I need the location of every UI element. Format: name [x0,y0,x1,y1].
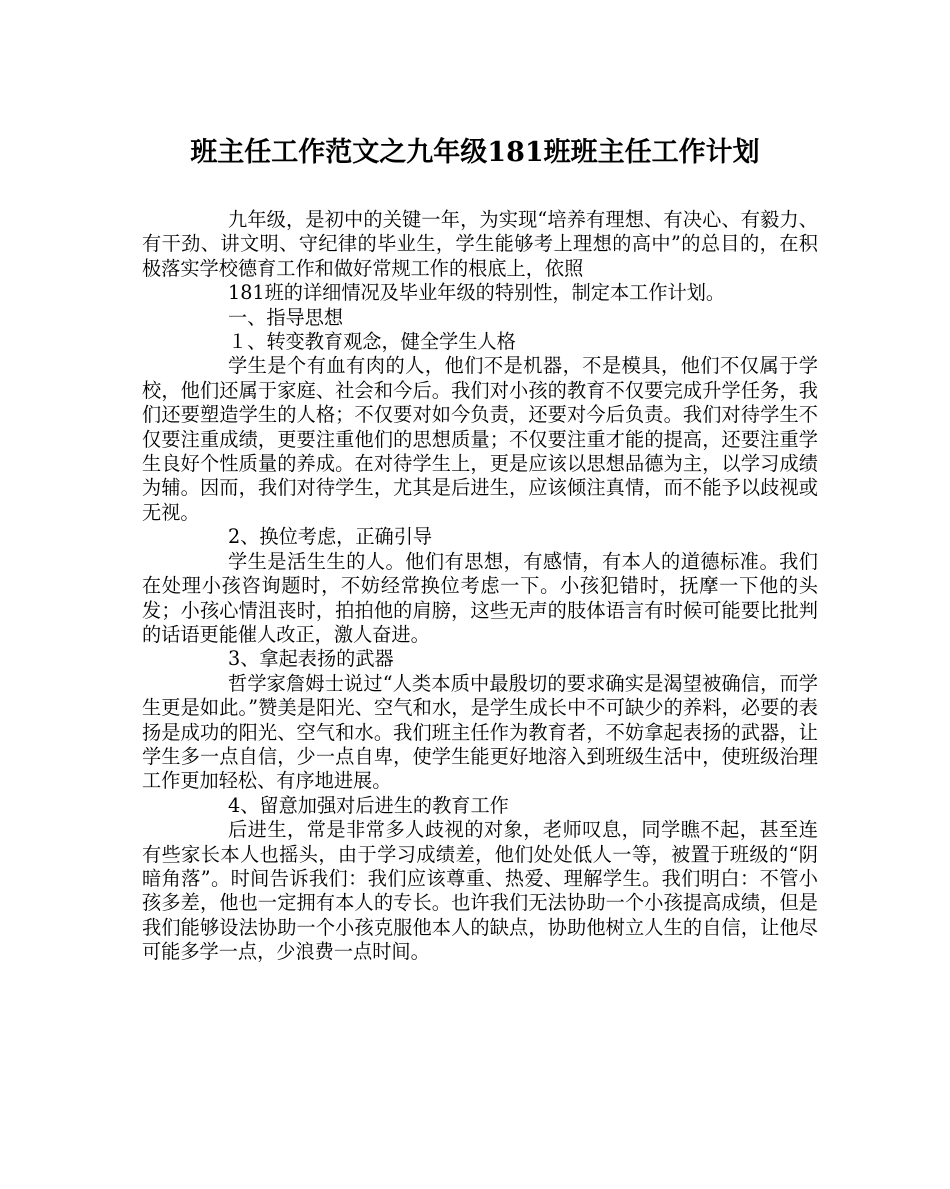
paragraph-3: 哲学家詹姆士说过“人类本质中最殷切的要求确实是渴望被确信，而学生更是如此。”赞美是阳光、空气和水，是学生成长中不可缺少的养料，必要的表扬是成功的阳光、空气和水。我们班主任作为教育者，不妨拿起表扬的武器，让学生多一点自信，少一点自卑，使学生能更好地溶入到班级生活中，使班级治理工作更加轻松、有序地进展。 [142,671,818,793]
subheading-1: １、转变教育观念，健全学生人格 [228,330,516,354]
subheading-3: 3、拿起表扬的武器 [228,647,394,671]
paragraph-4: 后进生，常是非常多人歧视的对象，老师叹息，同学瞧不起，甚至连有些家长本人也摇头，由于学习成绩差，他们处处低人一等，被置于班级的“阴暗角落”。时间告诉我们：我们应该尊重、热爱、理解学生。我们明白：不管小孩多差，他也一定拥有本人的专长。也许我们无法协助一个小孩提高成绩，但是我们能够设法协助一个小孩克服他本人的缺点，协助他树立人生的自信，让他尽可能多学一点，少浪费一点时间。 [142,818,818,964]
paragraph-2: 学生是活生生的人。他们有思想，有感情，有本人的道德标准。我们在处理小孩咨询题时，不妨经常换位考虑一下。小孩犯错时，抚摩一下他的头发；小孩心情沮丧时，拍拍他的肩膀，这些无声的肢体语言有时候可能要比批判的话语更能催人改正，激人奋进。 [142,549,818,646]
paragraph-1: 学生是个有血有肉的人，他们不是机器，不是模具，他们不仅属于学校，他们还属于家庭、社会和今后。我们对小孩的教育不仅要完成升学任务，我们还要塑造学生的人格；不仅要对如今负责，还要对今后负责。我们对待学生不仅要注重成绩，更要注重他们的思想质量；不仅要注重才能的提高，还要注重学生良好个性质量的养成。在对待学生上，更是应该以思想品德为主，以学习成绩为辅。因而，我们对待学生，尤其是后进生，应该倾注真情，而不能予以歧视或无视。 [142,354,818,524]
section-heading-guiding-thought: 一、指导思想 [228,305,344,329]
paragraph-intro-continued: 181班的详细情况及毕业年级的特别性，制定本工作计划。 [228,281,726,305]
subheading-4: 4、留意加强对后进生的教育工作 [228,793,509,817]
paragraph-intro: 九年级，是初中的关键一年，为实现“培养有理想、有决心、有毅力、有干劲、讲文明、守纪律的毕业生，学生能够考上理想的高中”的总目的，在积极落实学校德育工作和做好常规工作的根底上，依照 [142,208,818,280]
document-title: 班主任工作范文之九年级181班班主任工作计划 [190,137,760,168]
document-body [142,208,818,965]
subheading-2: 2、换位考虑，正确引导 [228,525,433,549]
